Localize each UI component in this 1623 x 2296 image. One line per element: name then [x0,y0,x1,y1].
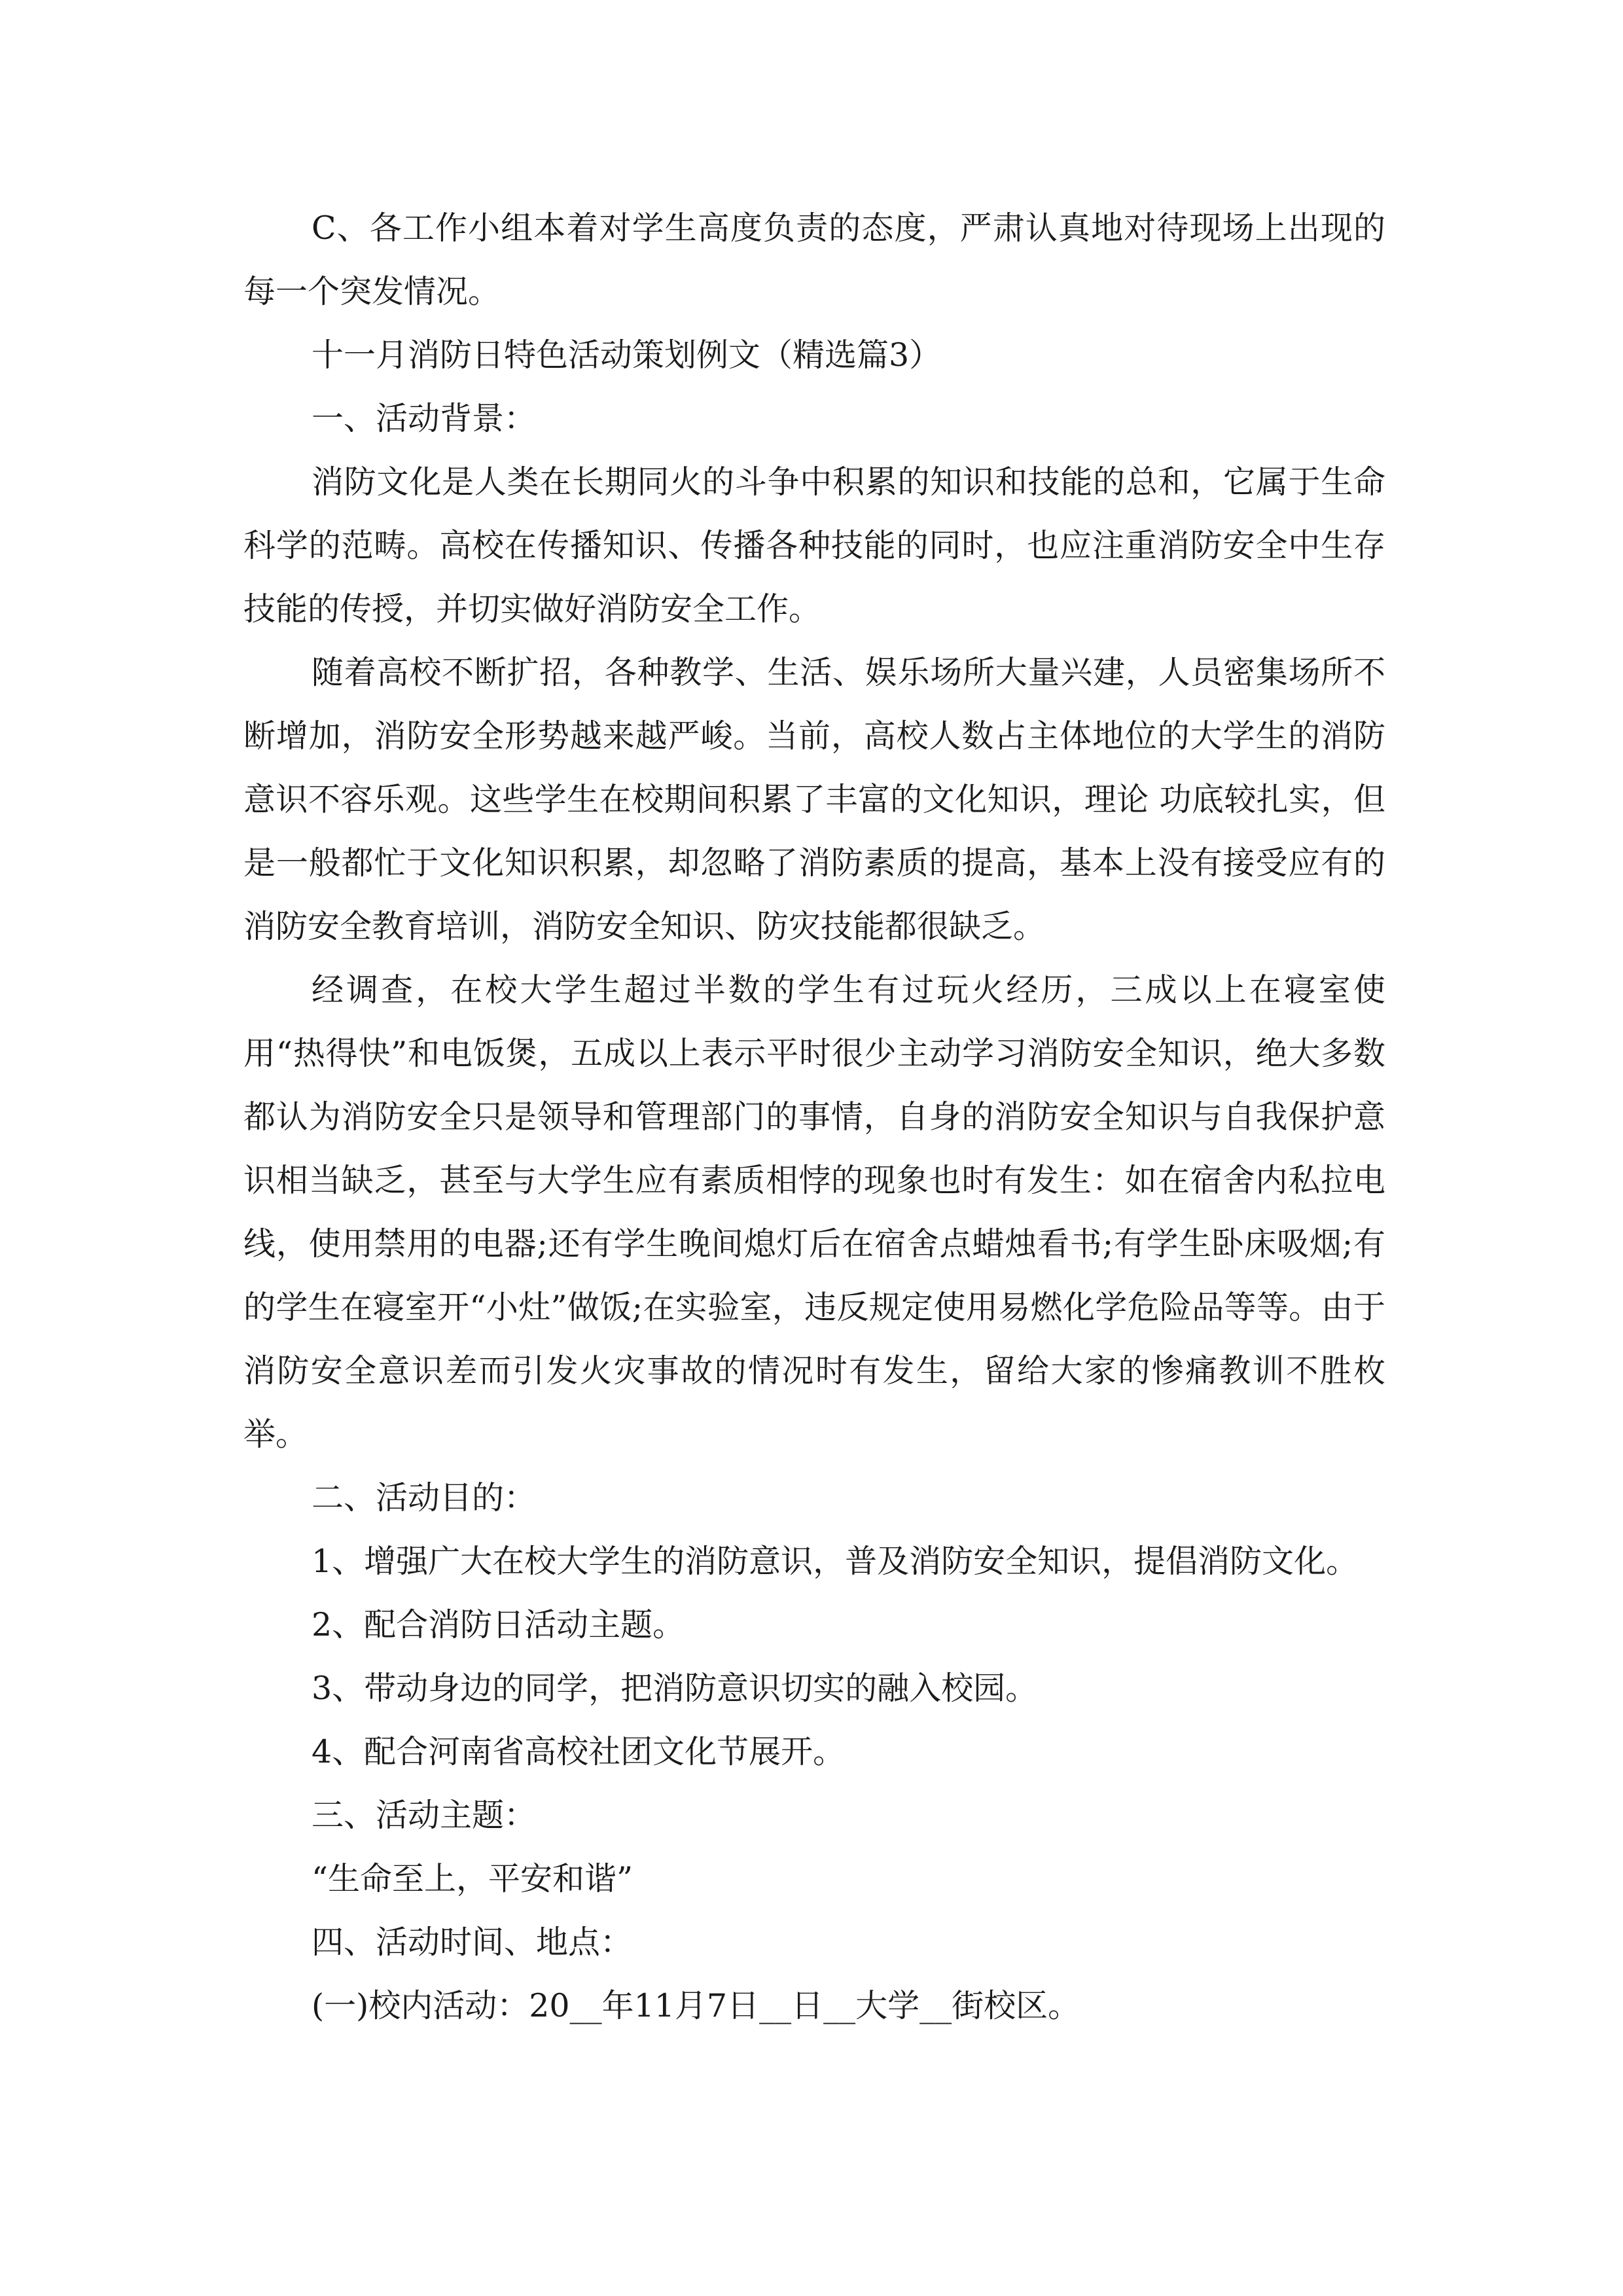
section-title: 十一月消防日特色活动策划例文（精选篇3） [312,336,942,374]
heading-theme: 三、活动主题： [312,1797,537,1834]
theme-slogan: “生命至上，平安和谐” [312,1860,633,1897]
heading-background: 一、活动背景： [312,400,537,437]
purpose-item-4: 4、配合河南省高校社团文化节展开。 [312,1733,846,1770]
purpose-item-2: 2、配合消防日活动主题。 [312,1606,685,1643]
campus-activity-line: (一)校内活动：20__年11月7日__日__大学__街校区。 [312,1987,1080,2024]
paragraph-enrollment: 随着高校不断扩招，各种教学、生活、娱乐场所大量兴建，人员密集场所不断增加，消防安全形势越来越严峻。当前，高校人数占主体地位的大学生的消防意识不容乐观。这些学生在校期间积累了丰富的文化知识，理论 功底较扎实，但是一般都忙于文化知识积累，却忽略了消防素质的提高，基本上没有接受应有的消防安全教育培训，消防安全知识、防灾技能都很缺乏。 [243,654,1385,945]
heading-purpose: 二、活动目的： [312,1479,537,1516]
document-body [243,196,1385,2037]
purpose-item-1: 1、增强广大在校大学生的消防意识，普及消防安全知识，提倡消防文化。 [312,1543,1359,1580]
paragraph-fire-culture: 消防文化是人类在长期同火的斗争中积累的知识和技能的总和，它属于生命科学的范畴。高校在传播知识、传播各种技能的同时，也应注重消防安全中生存技能的传授，并切实做好消防安全工作。 [243,463,1385,628]
purpose-item-3: 3、带动身边的同学，把消防意识切实的融入校园。 [312,1670,1038,1707]
heading-time-place: 四、活动时间、地点： [312,1924,633,1961]
paragraph-c-attitude: C、各工作小组本着对学生高度负责的态度，严肃认真地对待现场上出现的每一个突发情况。 [243,209,1385,310]
paragraph-survey: 经调查，在校大学生超过半数的学生有过玩火经历，三成以上在寝室使用“热得快”和电饭煲，五成以上表示平时很少主动学习消防安全知识，绝大多数都认为消防安全只是领导和管理部门的事情，自身的消防安全知识与自我保护意识相当缺乏，甚至与大学生应有素质相悖的现象也时有发生：如在宿舍内私拉电线，使用禁用的电器;还有学生晚间熄灯后在宿舍点蜡烛看书;有学生卧床吸烟;有的学生在寝室开“小灶”做饭;在实验室，违反规定使用易燃化学危险品等等。由于消防安全意识差而引发火灾事故的情况时有发生，留给大家的惨痛教训不胜枚举。 [243,971,1385,1453]
